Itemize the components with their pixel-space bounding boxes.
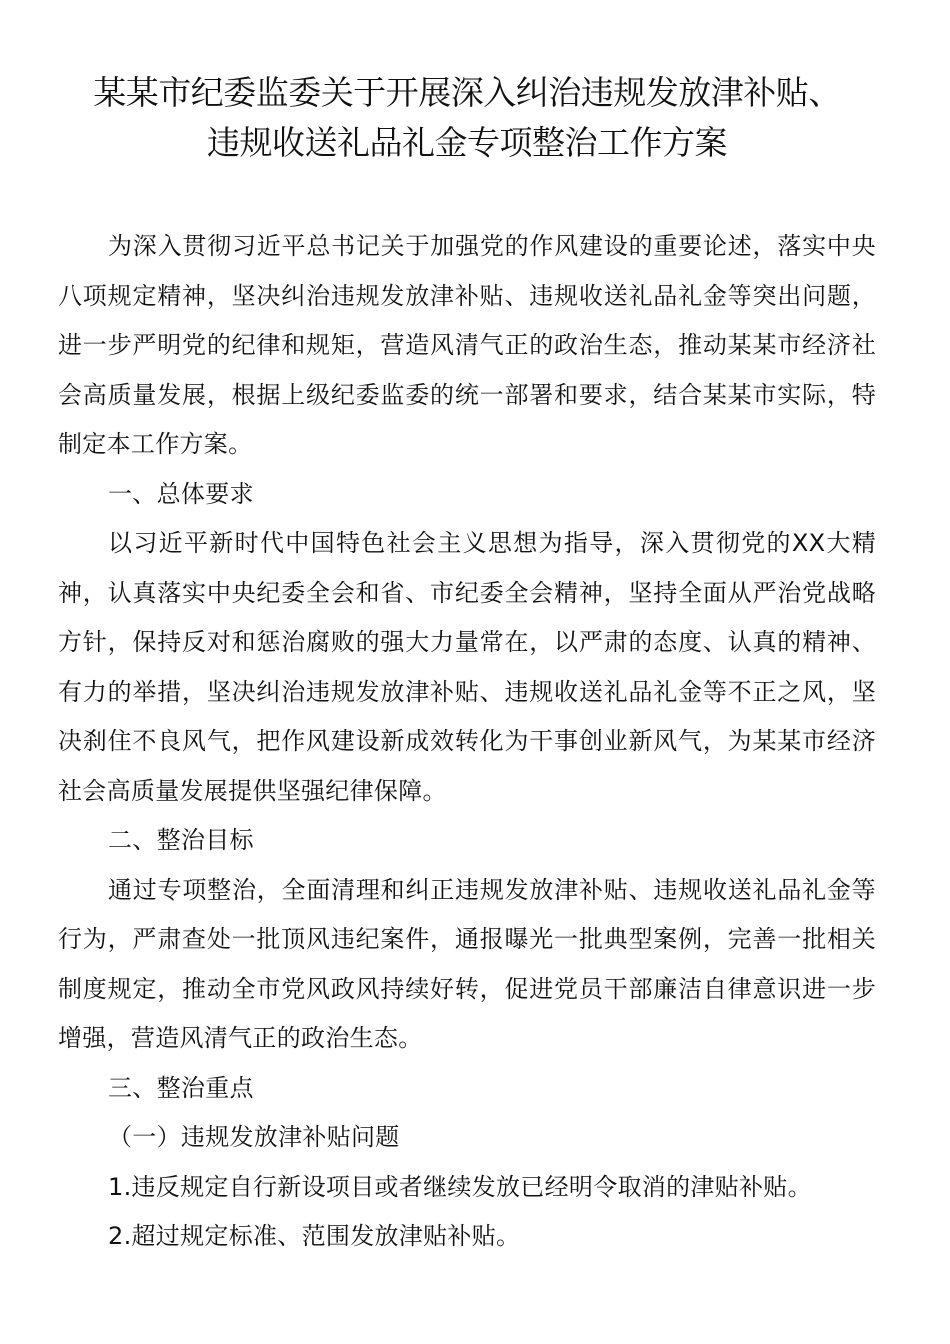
- section-paragraph-goals: 通过专项整治，全面清理和纠正违规发放津补贴、违规收送礼品礼金等行为，严肃查处一批顶风违纪案件，通报曝光一批典型案例，完善一批相关制度规定，推动全市党风政风持续好转，促进党员干部廉洁自律意识进一步增强，营造风清气正的政治生态。: [58, 875, 876, 1052]
- subsection-heading-allowances: （一）违规发放津补贴问题: [108, 1123, 400, 1151]
- title-line-2: 违规收送礼品礼金专项整治工作方案: [207, 123, 727, 162]
- section-heading-goals: 二、整治目标: [108, 826, 254, 854]
- title-line-1: 某某市纪委监委关于开展深入纠治违规发放津补贴、: [93, 73, 841, 112]
- intro-paragraph: 为深入贯彻习近平总书记关于加强党的作风建设的重要论述，落实中央八项规定精神，坚决纠治违规发放津补贴、违规收送礼品礼金等突出问题，进一步严明党的纪律和规矩，营造风清气正的政治生态，推动某某市经济社会高质量发展，根据上级纪委监委的统一部署和要求，结合某某市实际，特制定本工作方案。: [58, 232, 876, 458]
- document-title: [58, 68, 876, 168]
- section-heading-general-requirements: 一、总体要求: [108, 479, 254, 508]
- section-heading-key-points: 三、整治重点: [108, 1073, 254, 1102]
- section-paragraph-general-requirements: 以习近平新时代中国特色社会主义思想为指导，深入贯彻党的XX大精神，认真落实中央纪委全会和省、市纪委全会精神，坚持全面从严治党战略方针，保持反对和惩治腐败的强大力量常在，以严肃的态度、认真的精神、有力的举措，坚决纠治违规发放津补贴、违规收送礼品礼金等不正之风，坚决刹住不良风气，把作风建设新成效转化为干事创业新风气，为某某市经济社会高质量发展提供坚强纪律保障。: [58, 529, 876, 805]
- list-item-1: 1.违反规定自行新设项目或者继续发放已经明令取消的津贴补贴。: [108, 1172, 812, 1201]
- document-body: [58, 222, 876, 1262]
- list-item-2: 2.超过规定标准、范围发放津贴补贴。: [108, 1222, 521, 1250]
